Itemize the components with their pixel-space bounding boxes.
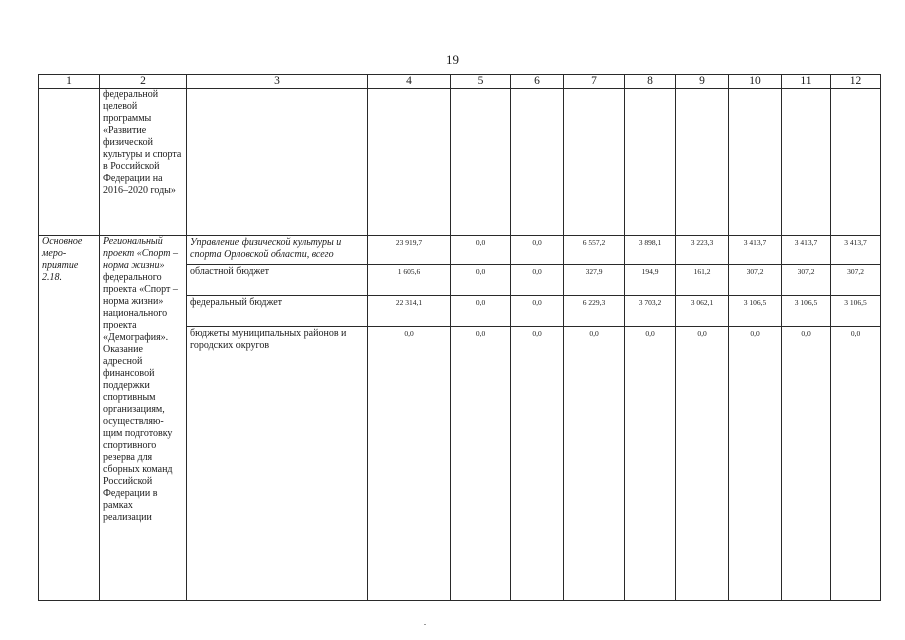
value-cell: 327,9	[564, 265, 625, 296]
value-cell: 0,0	[676, 327, 729, 601]
table-cell	[368, 89, 451, 236]
table-cell	[451, 89, 511, 236]
column-header: 3	[187, 75, 368, 89]
value-cell: 194,9	[625, 265, 676, 296]
value-cell: 3 703,2	[625, 296, 676, 327]
value-cell: 22 314,1	[368, 296, 451, 327]
value-cell: 0,0	[451, 296, 511, 327]
table-cell	[625, 89, 676, 236]
table-cell	[564, 89, 625, 236]
value-cell: 0,0	[451, 236, 511, 265]
program-name-continued: федеральной целевой программы «Развитие физической культуры и спорта в Российской Федерации на 2016–2020 годы»	[100, 89, 187, 236]
value-cell: 3 106,5	[782, 296, 831, 327]
table-cell	[676, 89, 729, 236]
column-header: 6	[511, 75, 564, 89]
funding-source: федеральный бюджет	[187, 296, 368, 327]
column-header: 12	[831, 75, 881, 89]
column-header: 4	[368, 75, 451, 89]
table-cell	[729, 89, 782, 236]
value-cell: 3 413,7	[729, 236, 782, 265]
value-cell: 3 413,7	[782, 236, 831, 265]
value-cell: 6 557,2	[564, 236, 625, 265]
column-number-row	[39, 75, 881, 89]
continued-program-row	[39, 89, 881, 236]
page-number: 19	[446, 52, 459, 67]
value-cell: 307,2	[782, 265, 831, 296]
budget-table	[38, 74, 881, 601]
funding-source: областной бюджет	[187, 265, 368, 296]
measure-description-text: федерального проекта «Спорт – норма жизни» национального проекта «Демография». Оказание адресной финансовой поддержки спортивным организациям, осуществляю-щим подготовку спортивного резерва для сборных команд Российской Федерации в рамках реализации	[103, 272, 178, 523]
funding-source: Управление физической культуры и спорта Орловской области, всего	[187, 236, 368, 265]
table-cell	[782, 89, 831, 236]
value-cell: 0,0	[511, 327, 564, 601]
value-cell: 1 605,6	[368, 265, 451, 296]
scan-speck	[424, 624, 426, 625]
value-cell: 0,0	[451, 265, 511, 296]
value-cell: 23 919,7	[368, 236, 451, 265]
value-cell: 3 898,1	[625, 236, 676, 265]
value-cell: 0,0	[511, 296, 564, 327]
table-cell	[39, 89, 100, 236]
column-header: 10	[729, 75, 782, 89]
value-cell: 0,0	[511, 265, 564, 296]
value-cell: 3 062,1	[676, 296, 729, 327]
measure-number: Основное меро-приятие 2.18.	[39, 236, 100, 601]
measure-title: Региональный проект «Спорт – норма жизни»	[103, 236, 178, 271]
value-cell: 3 223,3	[676, 236, 729, 265]
value-cell: 161,2	[676, 265, 729, 296]
column-header: 1	[39, 75, 100, 89]
value-cell: 307,2	[729, 265, 782, 296]
funding-source: бюджеты муниципальных районов и городских округов	[187, 327, 368, 601]
value-cell: 0,0	[625, 327, 676, 601]
value-cell: 3 106,5	[831, 296, 881, 327]
column-header: 2	[100, 75, 187, 89]
column-header: 5	[451, 75, 511, 89]
value-cell: 6 229,3	[564, 296, 625, 327]
value-cell: 3 413,7	[831, 236, 881, 265]
value-cell: 307,2	[831, 265, 881, 296]
column-header: 8	[625, 75, 676, 89]
value-cell: 0,0	[729, 327, 782, 601]
value-cell: 0,0	[451, 327, 511, 601]
table-cell	[831, 89, 881, 236]
value-cell: 0,0	[831, 327, 881, 601]
table-cell	[187, 89, 368, 236]
table-cell	[511, 89, 564, 236]
value-cell: 0,0	[368, 327, 451, 601]
column-header: 9	[676, 75, 729, 89]
value-cell: 0,0	[511, 236, 564, 265]
column-header: 11	[782, 75, 831, 89]
value-cell: 0,0	[564, 327, 625, 601]
funding-row-total	[39, 236, 881, 265]
measure-description	[100, 236, 187, 601]
value-cell: 3 106,5	[729, 296, 782, 327]
value-cell: 0,0	[782, 327, 831, 601]
column-header: 7	[564, 75, 625, 89]
